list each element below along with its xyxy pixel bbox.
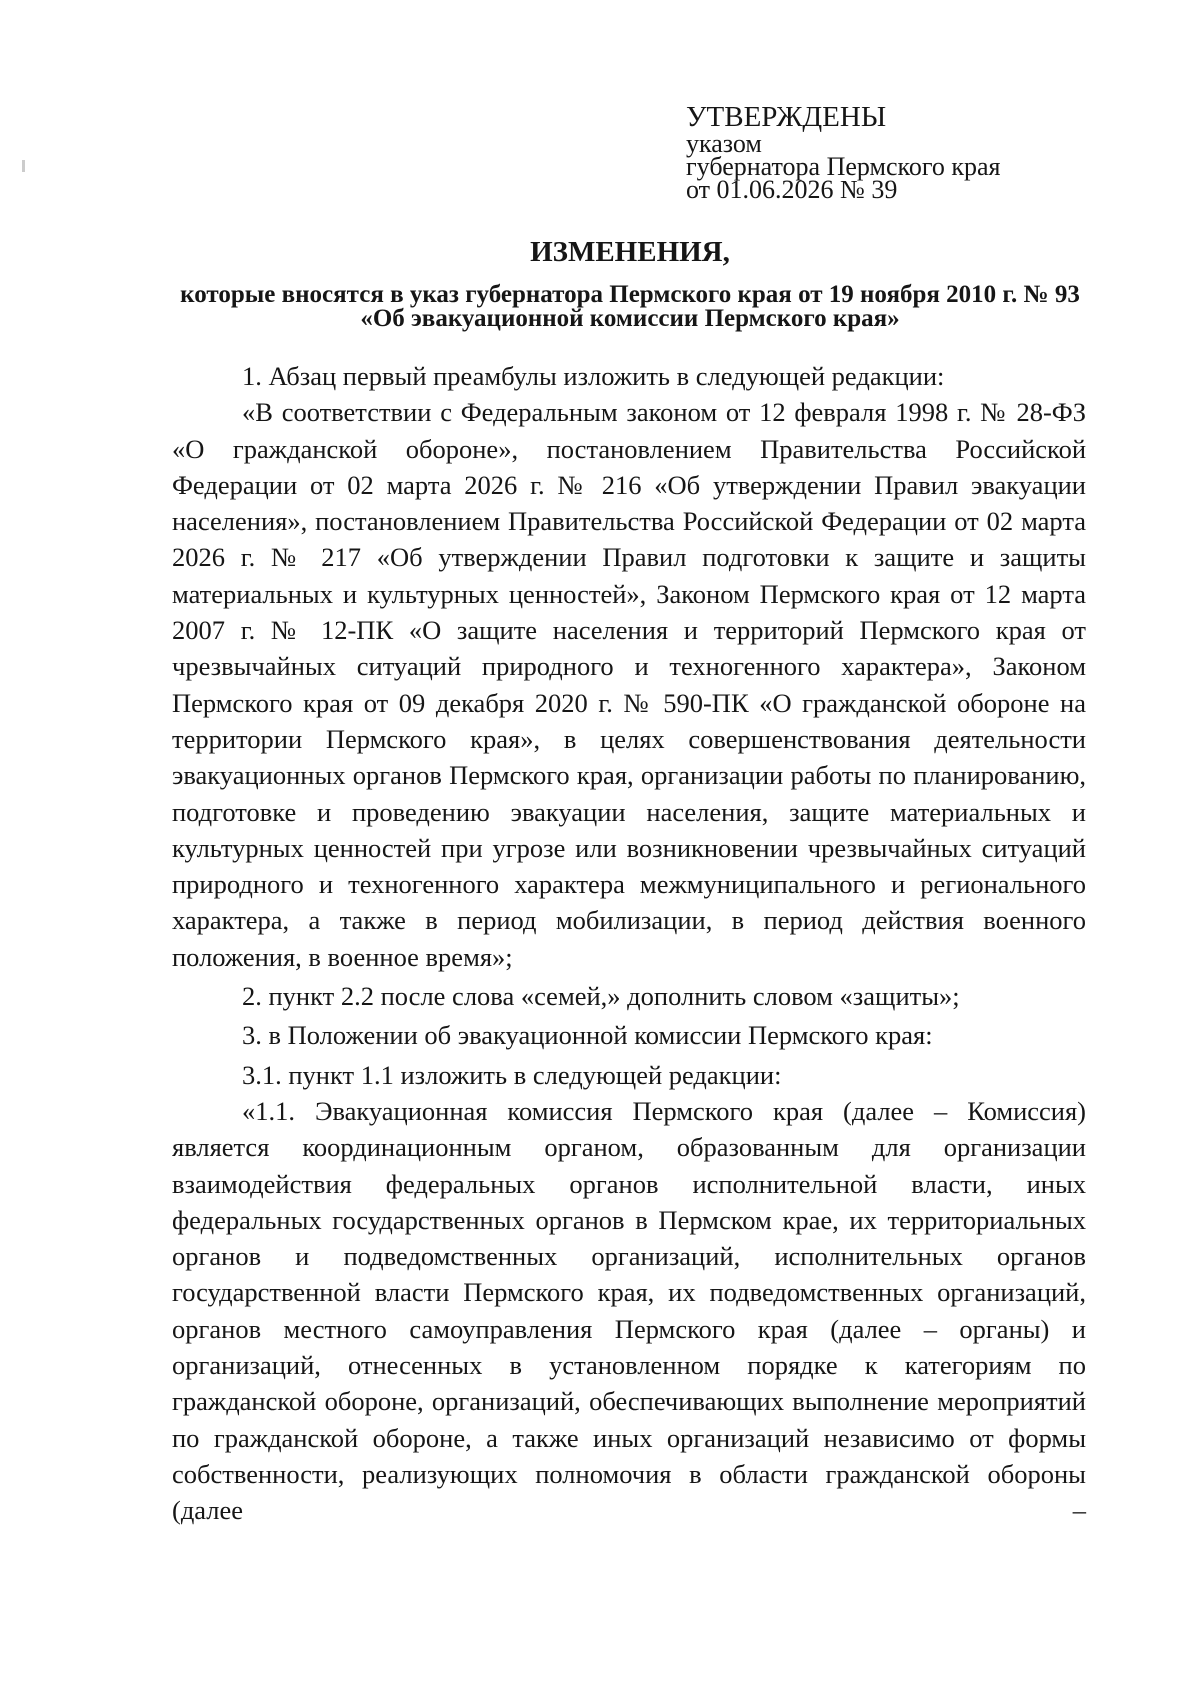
approval-issuer: губернатора Пермского края: [686, 152, 1001, 181]
approval-title: УТВЕРЖДЕНЫ: [686, 101, 887, 133]
paragraph-3: 2. пункт 2.2 после слова «семей,» дополнить словом «защиты»;: [242, 981, 960, 1012]
approval-by-decree: указом: [686, 129, 762, 158]
document-title: ИЗМЕНЕНИЯ,: [530, 236, 730, 268]
approval-stamp: [686, 101, 1106, 204]
paragraph-4: 3. в Положении об эвакуационной комиссии Пермского края:: [242, 1020, 933, 1051]
paragraph-5: 3.1. пункт 1.1 изложить в следующей редакции:: [242, 1059, 782, 1090]
document-body: [172, 358, 1086, 1529]
scan-artifact: [22, 160, 25, 172]
document-subtitle: которые вносятся в указ губернатора Пермского края от 19 ноября 2010 г. № 93 «Об эвакуационной комиссии Пермского края»: [180, 281, 1080, 332]
document-heading: [170, 235, 1090, 331]
paragraph-2: «В соответствии с Федеральным законом от 12 февраля 1998 г. № 28-ФЗ «О гражданской обороне», постановлением Правительства Российской Федерации от 02 марта 2026 г. № 216 «Об утверждении Правил эвакуации населения», постановлением Правительства Российской Федерации от 02 марта 2026 г. № 217 «Об утверждении Правил подготовки к защите и защиты материальных и культурных ценностей», Законом Пермского края от 12 марта 2007 г. № 12-ПК «О защите населения и территорий Пермского края от чрезвычайных ситуаций природного и техногенного характера», Законом Пермского края от 09 декабря 2020 г. № 590-ПК «О гражданской обороне на территории Пермского края», в целях совершенствования деятельности эвакуационных органов Пермского края, организации работы по планированию, подготовке и проведению эвакуации населения, защите материальных и культурных ценностей при угрозе или возникновении чрезвычайных ситуаций природного и техногенного характера межмуниципального и регионального характера, а также в период мобилизации, в период действия военного положения, в военное время»;: [172, 397, 1086, 972]
approval-date-number: от 01.06.2026 № 39: [686, 175, 898, 204]
paragraph-6: «1.1. Эвакуационная комиссия Пермского края (далее – Комиссия) является координационным органом, образованным для организации взаимодействия федеральных органов исполнительной власти, иных федеральных государственных органов в Пермском крае, их территориальных органов и подведомственных организаций, исполнительных органов государственной власти Пермского края, их подведомственных организаций, органов местного самоуправления Пермского края (далее – органы) и организаций, отнесенных в установленном порядке к категориям по гражданской обороне, организаций, обеспечивающих выполнение мероприятий по гражданской обороне, а также иных организаций независимо от формы собственности, реализующих полномочия в области гражданской обороны (далее –: [172, 1095, 1086, 1526]
paragraph-1: 1. Абзац первый преамбулы изложить в следующей редакции:: [242, 361, 945, 391]
